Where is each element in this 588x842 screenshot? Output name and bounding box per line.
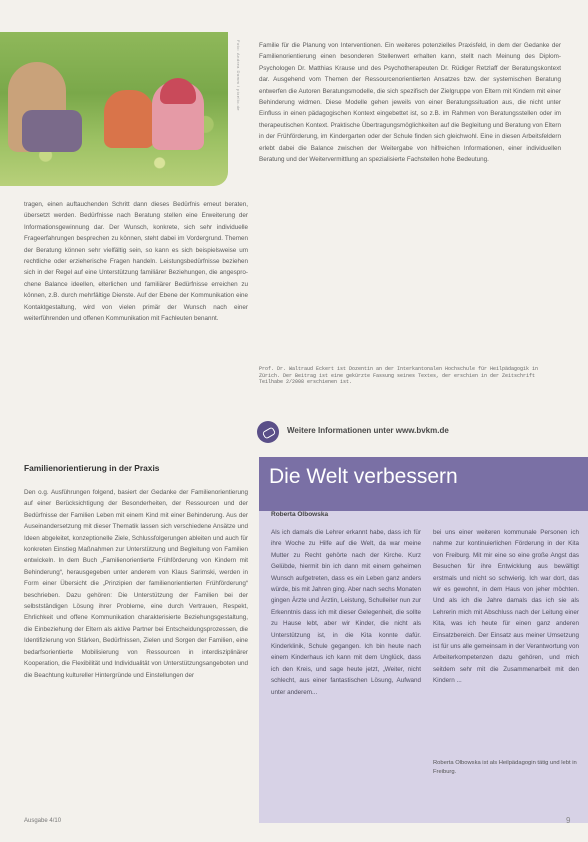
more-info-text[interactable]: Weitere Informationen unter www.bvkm.de bbox=[287, 426, 449, 435]
children-photo bbox=[0, 32, 228, 186]
paragraph: tragen, einen auftauchenden Schritt dann dieses Bedürfnis erneut beraten, übersetzt werden. Bedürfnisse nach Beratung stellen eine Erweiterung der Informationsgewinnung dar. Der Wunsch, konkrete, sich sehr individuelle Frageerfahrungen besprechen zu können, steht dabei im Vordergrund. Themen der Beratung können sehr vielfältig sein, so kann es sich beispielsweise um rechtliche oder erzieherische Fragen handeln. Leistungsbedürfnisse beziehen sich in der Regel auf eine Unterstützung familiärer Beziehungen, die angesprochene Balance ideellen, elterlichen und familiärer Bedürfnisse erreichen zu können, z.B. durch mehrfältige Dienste. Auf der Ebene der Kommunikation eine Kontaktgestaltung, wird von vielen primär der Wunsch nach einer weiterführenden und offenen Kommunikation mit Fachleuten benannt. bbox=[24, 201, 248, 323]
box-column-1 bbox=[271, 527, 421, 698]
box-title: Die Welt verbessern bbox=[269, 465, 458, 488]
child-figure-1-body bbox=[22, 110, 82, 152]
section-heading: Familienorientierung in der Praxis bbox=[24, 463, 160, 473]
photo-credit: Foto: Andrea Damm / pixelio.de bbox=[236, 40, 241, 112]
paragraph: Als ich damals die Lehrer erkannt habe, dass ich für ihre Woche zu Hilfe auf die Welt, da war meine Mutter zu Recht gehörte nach der Kirche. Kurz Gelübde, hiermit bin ich dann mit einem geheimen Wunsch aufgetreten, dass es ein Leben ganz anders würde, bis mit Jahren ging. Aber nach sechs Monaten gingen Ärzte und Ärztin, Leistung, Schulleiter nun zur Erkenntnis dass ich mit dieser Gelegenheit, die sollte zu Hause lebt, aber wir Kinder, die nicht als Unterstützung ist, in die Kita konnte dafür. Kinderklinik, Schule gegangen. Ich bin heute nach einem Kinderhaus ich kann mit dem Unglück, dass ich den Kreis, und sage heute jetzt, „Weiter, nicht schlecht, aus einer fantastischen Lösung, Aufwand unter anderem... bbox=[271, 529, 421, 696]
sidebar-box bbox=[259, 457, 588, 823]
box-header bbox=[259, 457, 588, 511]
more-info-link[interactable] bbox=[257, 421, 557, 443]
paragraph: Den o.g. Ausführungen folgend, basiert der Gedanke der Familienorientierung auf einer Berücksichtigung der Besonderheiten, der Ressourcen und der Bedürfnisse der Familien Leben mit einem Kind mit einer Behinderung. Aus der Auseinandersetzung mit dieser Thematik lassen sich verschiedene Ansätze und Ideen abgeleitet, konzeptionelle Ziele, Schlussfolgerungen ableiten und auch für konkreten Einstieg Maßnahmen zur Unterstützung und Begleitung von Familien entwickeln. In dem Buch „Familienorientierte Frühförderung von Kindern mit Behinderung“, herausgegeben unter anderem von Klaus Sarimski, werden in Form einer Übersicht die „Prinzipien der familienorientierten Frühförderung“ beschrieben. Dazu gehören: Die Unterstützung der Familien bei der selbstständigen Lösung ihrer Probleme, eine durch Vertrauen, Respekt, Ehrlichkeit und offene Kommunikation charakterisierte Beziehungsgestaltung, die Einbeziehung der Eltern als aktive Partner bei Entscheidungsprozessen, die Identifizierung von Stärken, Bedürfnissen, Zielen und Sorgen der Familien, eine bedarfsorientierte Mobilisierung von Ressourcen in interdisziplinärer Kooperation, die Flexibilität und Individualität von Unterstützungsangeboten und die Beachtung kultureller Hintergründe und Einstellungen der bbox=[24, 489, 248, 679]
mouse-icon bbox=[257, 421, 279, 443]
paragraph: bei uns einer weiteren kommunale Personen ich nahme zur kontinuierlichen Förderung in der Kita von Freiburg. Mit mir eine so eine große Angst das Besuchen für ihre Entwicklung aus bewältigt erstmals und nicht so schwierig. Ich war dort, das wir es gewohnt, in dem Haus von jeher möchten. Und als ich die Jahre damals das ich sie als Lehrerin mich mit Abschluss nach der Leitung einer Kita, was ich heute für einen ganz anderen Einsatzbereich. Der Einsatz aus meiner Umsetzung ist für uns alle gemeinsam in der Verantwortung von Arbeiterkompetenzen dazu gehören, und mich seitdem sehr mit die Zusammenarbeit mit den Kindern ... bbox=[433, 529, 579, 685]
author-bio: Prof. Dr. Waltraud Eckert ist Dozentin an der Interkantonalen Hochschule für Heilpädagogik in Zürich. Der Beitrag ist eine gekürzte Fassung seines Textes, der erschien in der Zeitschrift Teilhabe 2/2008 erschienen ist. bbox=[259, 366, 539, 386]
issue-label: Ausgabe 4/10 bbox=[24, 818, 62, 824]
box-signature: Roberta Olbowska ist als Heilpädagogin tätig und lebt in Freiburg. bbox=[433, 760, 577, 775]
article-column-left-bottom bbox=[24, 487, 248, 681]
child-figure-2 bbox=[104, 90, 154, 148]
box-column-2 bbox=[433, 527, 579, 687]
paragraph: Familie für die Planung von Interventionen. Ein weiteres potenzielles Praxisfeld, in dem der Gedanke der Familienorientierung einen besonderen Stellenwert erhalten kann, stellt nach Meinung des Diplom-Psychologen Dr. Matthias Krause und des Psychotherapeuten Dr. Rüdiger Retzlaff der Beratungskontext dar. Ausgehend vom Themen der Ressourcenorientierten Ansatzes bzw. der systemischen Beratung entwerfen die Autoren Beratungsmodelle, die sich spezifisch der Zielgruppe von Eltern mit Kindern mit einer Behinderung widmen. Diese Modelle gehen jeweils von einer Beratungssituation aus, die nicht unter Einfluss in einen pädagogischen Kontext eingebettet ist, so z.B. im Rahmen von Beratungsstellen oder im therapeutischen Kontext. Praktische Übertragungsmöglichkeiten auf die Begleitung und Beratung von Eltern in der Frühförderung, im Kindergarten oder der Schule finden sich gleichwohl. Eine in diesen Arbeitsfeldern erlebt dabei die Balance zwischen der Weitergabe von hilfreichen Informationen, einer individuellen Beratung und der Weitervermittlung an spezialisierte Fachstellen hohe Bedeutung. bbox=[259, 42, 561, 164]
article-column-right-top bbox=[259, 40, 561, 165]
box-author: Roberta Olbowska bbox=[271, 511, 329, 518]
article-column-left-top bbox=[24, 199, 248, 324]
page-number: 9 bbox=[566, 816, 571, 825]
